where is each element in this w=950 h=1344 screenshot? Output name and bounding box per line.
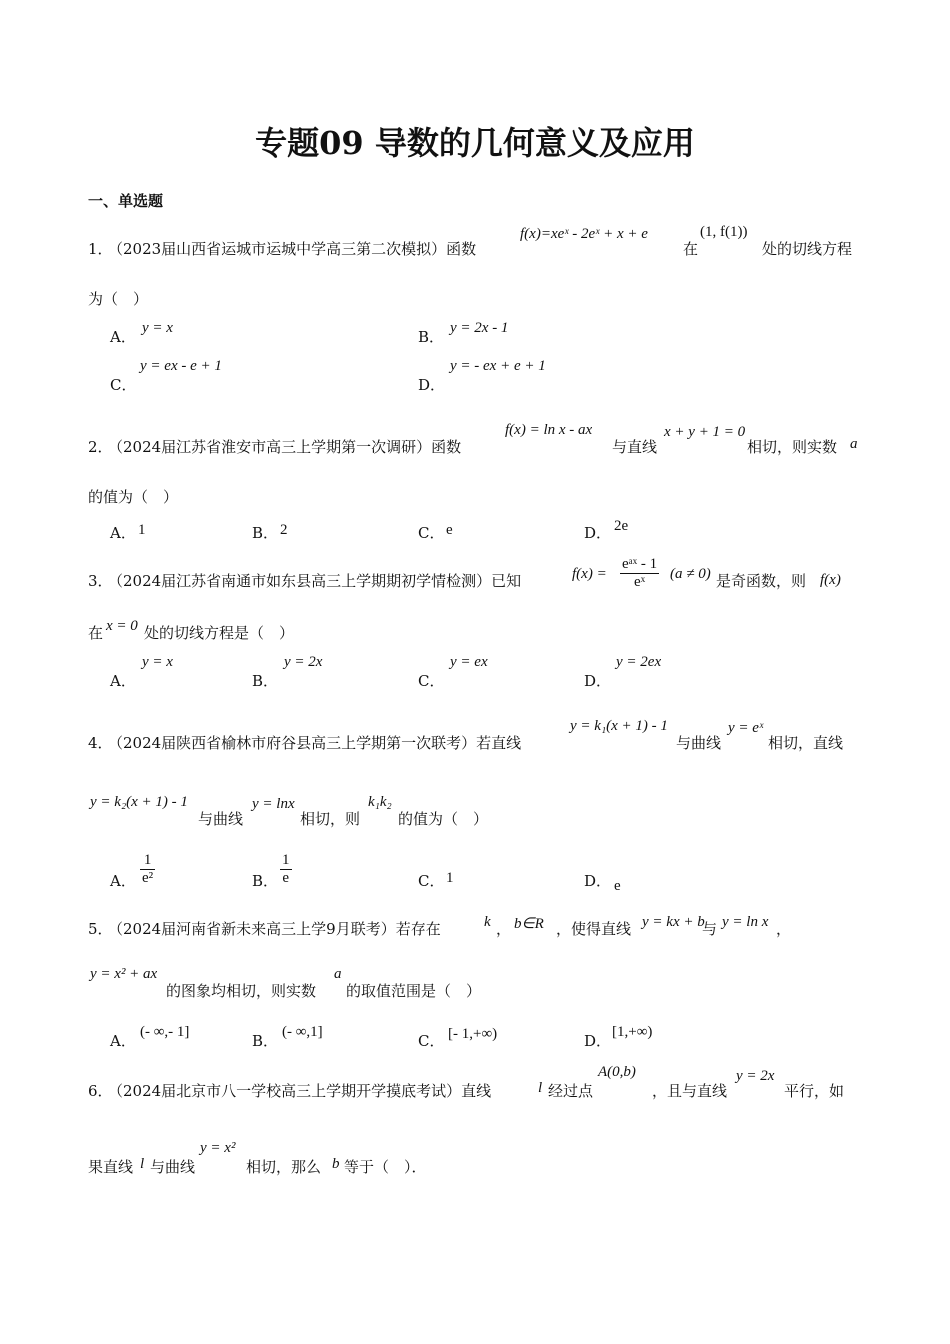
option-value: 1	[138, 522, 146, 538]
option-value	[280, 852, 292, 886]
curve-equation-2: y = x² + ax	[90, 966, 158, 982]
question-source: （2024届江苏省淮安市高三上学期第一次调研）函数	[108, 438, 462, 456]
question-source: （2024届河南省新未来高三上学9月联考）若存在	[108, 920, 441, 938]
question-number: 5．	[88, 920, 113, 938]
option-label[interactable]: B．	[252, 872, 279, 890]
function-formula: f(x) = ln x - ax	[505, 422, 593, 438]
option-value: 1	[446, 870, 454, 886]
question-text: 处的切线方程是（ ）	[144, 624, 295, 642]
option-label[interactable]: A．	[110, 672, 136, 690]
option-value: y = ex - e + 1	[140, 358, 222, 374]
question-text: 与曲线	[198, 810, 244, 828]
fraction-denominator: eˣ	[634, 573, 646, 590]
option-value: y = x	[142, 320, 173, 336]
question-number: 1．	[88, 240, 113, 258]
line-l: l	[538, 1080, 543, 1096]
condition: (a ≠ 0)	[670, 566, 711, 582]
page-title: 专题09 导数的几何意义及应用	[255, 124, 695, 162]
fraction-denominator: e	[282, 869, 290, 886]
question-text: 的值为（ ）	[398, 810, 489, 828]
fraction-numerator: 1	[282, 852, 290, 868]
point-A: A(0,b)	[598, 1064, 636, 1080]
option-value: y = ex	[450, 654, 488, 670]
variable-a: a	[334, 966, 342, 982]
question-text: 平行，如	[784, 1082, 845, 1100]
option-label[interactable]: B．	[252, 1032, 279, 1050]
function-name: f(x)	[820, 572, 841, 588]
question-text: 相切，那么	[246, 1158, 322, 1176]
question-text: 相切，直线	[768, 734, 844, 752]
curve-equation-1: y = eˣ	[728, 720, 764, 736]
option-label[interactable]: A．	[110, 328, 136, 346]
question-text: 相切，则	[300, 810, 361, 828]
tangent-point: (1, f(1))	[700, 224, 748, 240]
option-value: y = - ex + e + 1	[450, 358, 546, 374]
line-equation: y = kx + b	[642, 914, 705, 930]
line-equation: y = 2x	[736, 1068, 775, 1084]
option-value: y = 2x - 1	[450, 320, 509, 336]
question-text: 相切，则实数	[747, 438, 838, 456]
option-label[interactable]: B．	[252, 524, 279, 542]
question-text: 处的切线方程	[762, 240, 853, 258]
question-text: 在	[88, 624, 104, 642]
option-value: e	[614, 878, 621, 894]
function-fraction	[620, 556, 659, 590]
product-k1k2: k₁k₂	[368, 794, 392, 810]
question-source: （2024届北京市八一学校高三上学期开学摸底考试）直线	[108, 1082, 492, 1100]
option-value: (- ∞,1]	[282, 1024, 323, 1040]
question-number: 3．	[88, 572, 113, 590]
line-equation: x + y + 1 = 0	[664, 424, 746, 440]
option-label[interactable]: C．	[418, 1032, 445, 1050]
option-label[interactable]: C．	[110, 376, 137, 394]
option-label[interactable]: C．	[418, 872, 445, 890]
option-value: 2	[280, 522, 288, 538]
question-text: 与曲线	[150, 1158, 196, 1176]
question-number: 6．	[88, 1082, 113, 1100]
question-number: 4．	[88, 734, 113, 752]
question-text: 与直线	[612, 438, 658, 456]
option-value: y = 2ex	[616, 654, 662, 670]
option-label[interactable]: D．	[584, 872, 612, 890]
separator: ，	[496, 920, 512, 938]
option-label[interactable]: C．	[418, 524, 445, 542]
line-l: l	[140, 1156, 145, 1172]
option-label[interactable]: D．	[584, 672, 612, 690]
option-value	[140, 852, 155, 886]
question-source: （2023届山西省运城市运城中学高三第二次模拟）函数	[108, 240, 477, 258]
question-text: 的值为（ ）	[88, 488, 179, 506]
option-label[interactable]: D．	[584, 1032, 612, 1050]
option-value: 2e	[614, 518, 629, 534]
option-label[interactable]: A．	[110, 524, 136, 542]
fraction-numerator: eᵃˣ - 1	[622, 556, 658, 572]
option-label[interactable]: B．	[252, 672, 279, 690]
option-label[interactable]: D．	[418, 376, 446, 394]
curve-equation-1: y = ln x	[722, 914, 769, 930]
question-text: 是奇函数，则	[716, 572, 807, 590]
option-value: [- 1,+∞)	[448, 1026, 498, 1042]
function-lhs: f(x) =	[572, 566, 607, 582]
question-text: 的图象均相切，则实数	[166, 982, 317, 1000]
question-source: （2024届陕西省榆林市府谷县高三上学期第一次联考）若直线	[108, 734, 522, 752]
fraction-denominator: e²	[142, 869, 154, 886]
function-formula: f(x)=xeˣ - 2eˣ + x + e	[520, 226, 648, 242]
question-number: 2．	[88, 438, 113, 456]
question-text: 为（ ）	[88, 290, 149, 308]
option-label[interactable]: A．	[110, 872, 136, 890]
section-heading: 一、单选题	[88, 192, 164, 210]
curve-equation: y = x²	[200, 1140, 236, 1156]
option-label[interactable]: A．	[110, 1032, 136, 1050]
option-value: y = x	[142, 654, 173, 670]
variable-b: b	[332, 1156, 340, 1172]
variable-k: k	[484, 914, 491, 930]
question-text: ，且与直线	[652, 1082, 728, 1100]
question-text: 与曲线	[676, 734, 722, 752]
question-text: ，使得直线	[556, 920, 632, 938]
option-label[interactable]: B．	[418, 328, 445, 346]
question-text: 与	[702, 920, 718, 938]
curve-equation-2: y = lnx	[252, 796, 295, 812]
point-x0: x = 0	[106, 618, 138, 634]
option-value: (- ∞,- 1]	[140, 1024, 190, 1040]
option-value: [1,+∞)	[612, 1024, 653, 1040]
line-equation-2: y = k₂(x + 1) - 1	[90, 794, 188, 810]
question-source: （2024届江苏省南通市如东县高三上学期期初学情检测）已知	[108, 572, 522, 590]
question-text: 等于（ ）．	[344, 1158, 427, 1176]
separator: ，	[776, 920, 792, 938]
question-text: 果直线	[88, 1158, 134, 1176]
variable-a: a	[850, 436, 858, 452]
option-label[interactable]: C．	[418, 672, 445, 690]
option-value: e	[446, 522, 453, 538]
fraction-numerator: 1	[140, 852, 155, 870]
question-text: 经过点	[548, 1082, 594, 1100]
b-in-reals: b∈R	[514, 916, 544, 932]
option-label[interactable]: D．	[584, 524, 612, 542]
option-value: y = 2x	[284, 654, 323, 670]
question-text: 的取值范围是（ ）	[346, 982, 482, 1000]
line-equation-1: y = k₁(x + 1) - 1	[570, 718, 668, 734]
question-text: 在	[683, 240, 699, 258]
